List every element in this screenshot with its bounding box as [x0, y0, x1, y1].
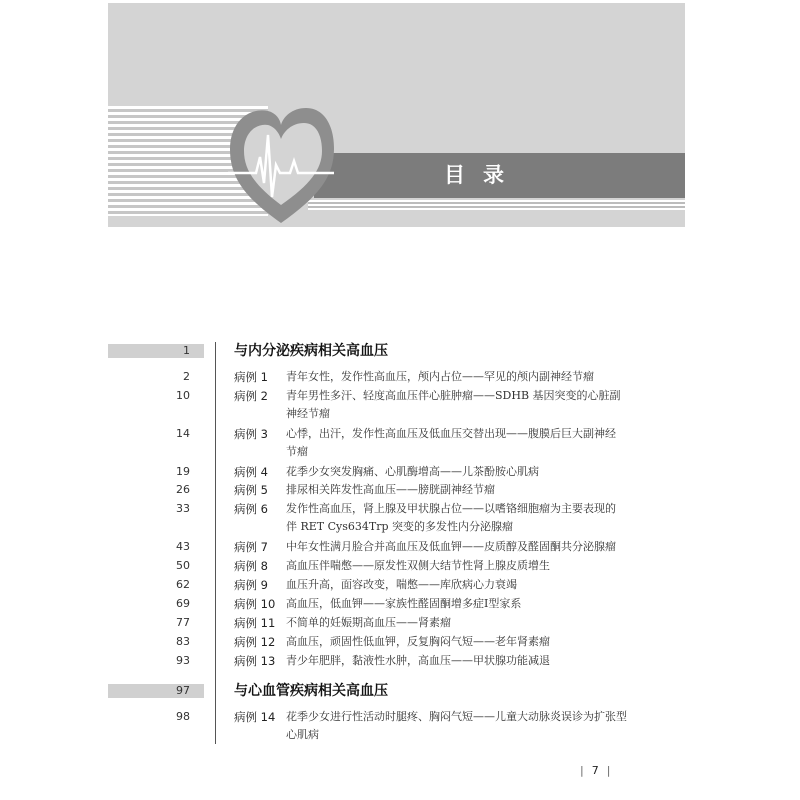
entry-case-label: 病例 1	[234, 370, 268, 384]
page-number: 7	[591, 764, 599, 777]
section-title: 与心血管疾病相关高血压	[234, 683, 388, 699]
entry-case-label: 病例 14	[234, 710, 276, 724]
entry-page-number: 62	[176, 577, 190, 591]
entry-description	[286, 481, 630, 499]
entry-description-line: 血压升高，面容改变，喘憋——库欣病心力衰竭	[286, 577, 517, 591]
entry-case-label: 病例 6	[234, 502, 268, 517]
entry-page-number: 69	[176, 596, 190, 610]
entry-description-line: 心肌病	[286, 728, 319, 741]
section-page-number: 1	[183, 344, 190, 357]
entry-description	[286, 652, 630, 670]
entry-case-label: 病例 4	[234, 464, 268, 479]
entry-description	[286, 368, 630, 386]
entry-description	[286, 425, 630, 461]
page-footer: | 7 |	[580, 764, 611, 777]
entry-page-number: 26	[176, 483, 190, 497]
entry-description-line: 神经节瘤	[286, 406, 330, 420]
entry-description	[286, 708, 630, 744]
entry-description-line: 中年女性满月脸合并高血压及低血钾——皮质醇及醛固酮共分泌腺瘤	[286, 540, 616, 554]
entry-case-label: 病例 3	[234, 426, 268, 441]
entry-description	[286, 538, 630, 556]
entry-case-label: 病例 2	[234, 388, 268, 403]
entry-page-number: 10	[176, 388, 190, 402]
entry-description-line: 高血压伴喘憋——原发性双侧大结节性肾上腺皮质增生	[286, 559, 550, 572]
entry-description	[286, 557, 630, 575]
entry-description-line: 排尿相关阵发性高血压——膀胱副神经节瘤	[286, 483, 495, 497]
entry-case-label: 病例 7	[234, 540, 268, 555]
entry-page-number: 14	[176, 426, 190, 440]
entry-description-line: 青年女性，发作性高血压，颅内占位——罕见的颅内副神经节瘤	[286, 370, 594, 383]
entry-description-line: 花季少女突发胸痛、心肌酶增高——儿茶酚胺心肌病	[286, 464, 539, 478]
entry-page-number: 33	[176, 502, 190, 516]
entry-description-line: 不简单的妊娠期高血压——肾素瘤	[286, 615, 451, 629]
entry-page-number: 19	[176, 464, 190, 478]
entry-description	[286, 463, 630, 481]
entry-page-number: 2	[183, 370, 190, 383]
entry-case-label: 病例 5	[234, 483, 268, 498]
entry-case-label: 病例 12	[234, 634, 276, 649]
toc-vertical-rule	[215, 342, 216, 744]
entry-description-line: 青年男性多汗、轻度高血压伴心脏肿瘤——SDHB 基因突变的心脏副	[286, 388, 621, 402]
entry-description	[286, 387, 630, 423]
entry-case-label: 病例 11	[234, 615, 276, 630]
entry-page-number: 77	[176, 615, 190, 629]
entry-page-number: 83	[176, 634, 190, 648]
entry-case-label: 病例 9	[234, 577, 268, 592]
entry-description-line: 花季少女进行性活动时腿疼、胸闷气短——儿童大动脉炎误诊为扩张型	[286, 710, 627, 723]
entry-description	[286, 500, 630, 536]
entry-description	[286, 614, 630, 632]
header-banner	[108, 3, 685, 227]
entry-page-number: 43	[176, 540, 190, 554]
entry-page-number: 93	[176, 653, 190, 667]
entry-description-line: 节瘤	[286, 444, 308, 458]
entry-case-label: 病例 10	[234, 596, 276, 611]
entry-description-line: 青少年肥胖，黏液性水肿，高血压——甲状腺功能减退	[286, 653, 550, 667]
entry-description-line: 高血压，顽固性低血钾，反复胸闷气短——老年肾素瘤	[286, 634, 550, 648]
entry-page-number: 50	[176, 559, 190, 572]
entry-description	[286, 633, 630, 651]
section-title: 与内分泌疾病相关高血压	[234, 343, 388, 359]
entry-description	[286, 576, 630, 594]
entry-description-line: 伴 RET Cys634Trp 突变的多发性内分泌腺瘤	[286, 520, 514, 534]
entry-description	[286, 595, 630, 613]
title-underline-stripes	[308, 200, 685, 210]
entry-case-label: 病例 13	[234, 653, 276, 668]
entry-description-line: 高血压，低血钾——家族性醛固酮增多症Ⅰ型家系	[286, 596, 522, 610]
heart-ecg-icon	[226, 105, 336, 227]
section-page-number: 97	[176, 684, 190, 697]
page-title: 目录	[444, 163, 522, 187]
entry-description-line: 心悸，出汗，发作性高血压及低血压交替出现——腹膜后巨大副神经	[286, 426, 616, 440]
entry-page-number: 98	[176, 710, 190, 723]
entry-case-label: 病例 8	[234, 559, 268, 573]
entry-description-line: 发作性高血压，肾上腺及甲状腺占位——以嗜铬细胞瘤为主要表现的	[286, 502, 616, 516]
